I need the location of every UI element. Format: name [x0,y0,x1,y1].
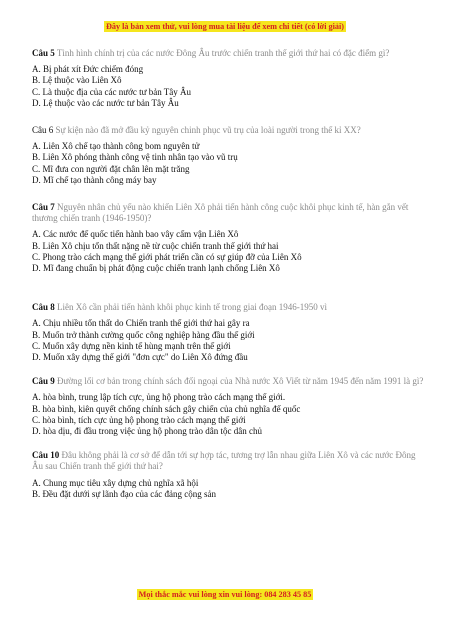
option-c: C. Mĩ đưa con người đặt chân lên mặt trăng [32,163,190,174]
option-a: A. Bị phát xít Đức chiếm đóng [32,64,144,75]
question-number: Câu 5 [32,48,55,58]
question-number: Câu 10 [32,450,60,461]
option-d: D. Mĩ chế tạo thành công máy bay [32,174,157,185]
question-text: Nguyên nhân chủ yếu nào khiến Liên Xô phải tiến hành công cuộc khôi phục kinh tế, hàn gắn vết thương chiến tranh (1946-1950)? [32,202,409,224]
question-9 [32,376,427,437]
option-b: B. hòa bình, kiên quyết chống chính sách gây chiến của chủ nghĩa đế quốc [32,403,301,414]
question-stem [32,202,427,224]
question-8 [32,302,427,363]
option-c: C. Là thuộc địa của các nước tư bản Tây Âu [32,86,192,97]
option-b: B. Muốn trở thành cường quốc công nghiệp hàng đầu thế giới [32,329,255,340]
question-number: Câu 8 [32,302,55,313]
question-10 [32,450,427,500]
question-text: Đâu không phải là cơ sở để dẫn tới sự hợp tác, tương trợ lẫn nhau giữa Liên Xô và các nước Đông Âu sau Chiến tranh thế giới thứ hai? [32,450,416,472]
question-stem [32,376,427,387]
contact-banner [0,590,450,599]
question-list [32,48,427,513]
question-6 [32,125,427,186]
option-c: C. Muốn xây dựng nền kinh tế hùng mạnh trên thế giới [32,340,231,351]
question-7 [32,202,427,274]
question-text: Đường lối cơ bản trong chính sách đối ngoại của Nhà nước Xô Viết từ năm 1945 đến năm 1991 là gì? [54,376,424,387]
option-a: A. Các nước đế quốc tiến hành bao vây cấm vận Liên Xô [32,229,239,240]
contact-text: Mọi thắc mắc vui lòng xin vui lòng: 084 283 45 85 [138,590,312,599]
question-text: Sự kiện nào đã mở đầu kỷ nguyên chinh phục vũ trụ của loài người trong thế kỉ XX? [53,125,361,136]
option-d: D. hòa dịu, đi đầu trong việc ủng hộ phong trào dân tộc dân chủ [32,426,262,437]
option-b: B. Đều đặt dưới sự lãnh đạo của các đảng cộng sản [32,488,216,499]
option-a: A. Chung mục tiêu xây dựng chủ nghĩa xã hội [32,477,199,488]
option-c: C. Phong trào cách mạng thế giới phát triển cần có sự giúp đỡ của Liên Xô [32,251,302,262]
question-number: Câu 9 [32,376,55,387]
option-d: D. Lệ thuộc vào các nước tư bản Tây Âu [32,97,179,108]
option-b: B. Liên Xô phóng thành công vệ tinh nhân tạo vào vũ trụ [32,152,238,163]
question-5 [32,48,427,109]
option-b: B. Liên Xô chịu tổn thất nặng nề từ cuộc chiến tranh thế giới thứ hai [32,240,279,251]
question-text: Liên Xô cần phải tiến hành khôi phục kinh tế trong giai đoạn 1946-1950 vì [54,302,327,313]
option-a: A. Liên Xô chế tạo thành công bom nguyên tử [32,141,200,152]
question-number: Câu 7 [32,202,55,213]
option-d: D. Mĩ đang chuẩn bị phát động cuộc chiến tranh lạnh chống Liên Xô [32,263,280,274]
question-stem [32,125,427,136]
option-b: B. Lệ thuộc vào Liên Xô [32,75,122,86]
option-a: A. hòa bình, trung lập tích cực, ủng hộ phong trào cách mạng thế giới. [32,392,286,403]
preview-notice-text: Đây là bản xem thử, vui lòng mua tài liệu để xem chi tiết (có lời giải) [105,22,344,31]
option-d: D. Muốn xây dựng thế giới "đơn cực" do Liên Xô đứng đầu [32,352,248,363]
preview-notice-banner [0,22,450,31]
question-stem [32,48,427,59]
option-a: A. Chịu nhiều tổn thất do Chiến tranh thế giới thứ hai gây ra [32,318,250,329]
option-c: C. hòa bình, tích cực ủng hộ phong trào cách mạng thế giới [32,414,246,425]
question-number: Câu 6 [32,125,54,136]
question-stem [32,302,427,313]
question-text: Tình hình chính trị của các nước Đông Âu trước chiến tranh thế giới thứ hai có đặc điểm gì? [54,48,390,58]
question-stem [32,450,427,472]
